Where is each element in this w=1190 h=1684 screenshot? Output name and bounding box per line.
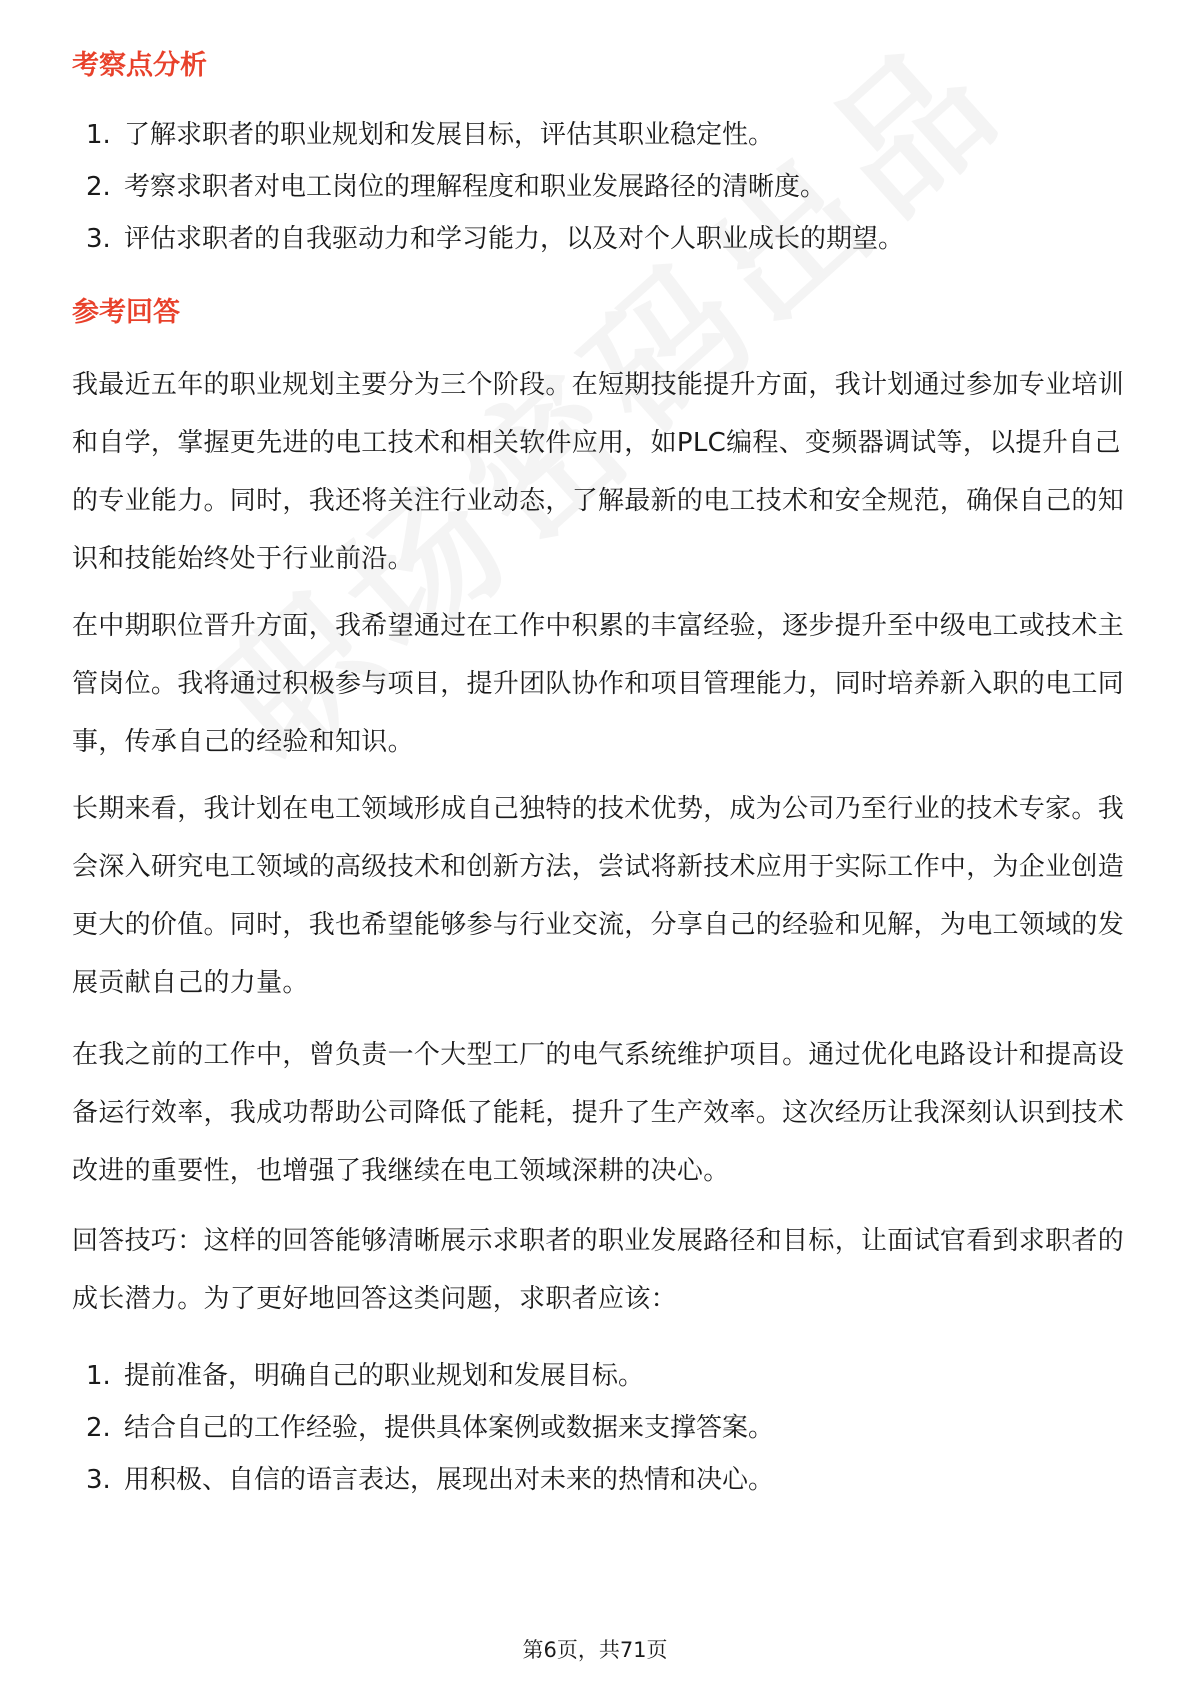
list-item [72, 117, 1122, 153]
list-item-text: 用积极、自信的语言表达，展现出对未来的热情和决心。 [124, 1465, 775, 1495]
tips-list [72, 1358, 1122, 1498]
list-item [72, 1462, 1122, 1498]
list-item [72, 1358, 1122, 1394]
list-item-number: 1. [86, 120, 111, 150]
list-item-text: 提前准备，明确自己的职业规划和发展目标。 [124, 1361, 645, 1391]
section-title-answer: 参考回答 [72, 297, 180, 328]
list-item-text: 考察求职者对电工岗位的理解程度和职业发展路径的清晰度。 [124, 172, 827, 202]
list-item [72, 169, 1122, 205]
answer-tips-paragraph: 回答技巧：这样的回答能够清晰展示求职者的职业发展路径和目标，让面试官看到求职者的成长潜力。为了更好地回答这类问题，求职者应该： [72, 1226, 1125, 1314]
analysis-list [72, 117, 1122, 257]
list-item [72, 1410, 1122, 1446]
answer-paragraph: 我最近五年的职业规划主要分为三个阶段。在短期技能提升方面，我计划通过参加专业培训和自学，掌握更先进的电工技术和相关软件应用，如PLC编程、变频器调试等，以提升自己的专业能力。同时，我还将关注行业动态，了解最新的电工技术和安全规范，确保自己的知识和技能始终处于行业前沿。 [72, 370, 1125, 574]
answer-paragraph: 在中期职位晋升方面，我希望通过在工作中积累的丰富经验，逐步提升至中级电工或技术主管岗位。我将通过积极参与项目，提升团队协作和项目管理能力，同时培养新入职的电工同事，传承自己的经验和知识。 [72, 611, 1125, 757]
answer-paragraph: 长期来看，我计划在电工领域形成自己独特的技术优势，成为公司乃至行业的技术专家。我会深入研究电工领域的高级技术和创新方法，尝试将新技术应用于实际工作中，为企业创造更大的价值。同时，我也希望能够参与行业交流，分享自己的经验和见解，为电工领域的发展贡献自己的力量。 [72, 794, 1125, 998]
list-item-number: 2. [86, 172, 111, 202]
section-title-analysis: 考察点分析 [72, 50, 207, 81]
list-item [72, 221, 1122, 257]
page-number: 第6页，共71页 [522, 1638, 668, 1662]
list-item-number: 3. [86, 1465, 111, 1495]
list-item-text: 评估求职者的自我驱动力和学习能力，以及对个人职业成长的期望。 [124, 224, 905, 254]
answer-paragraph: 在我之前的工作中，曾负责一个大型工厂的电气系统维护项目。通过优化电路设计和提高设备运行效率，我成功帮助公司降低了能耗，提升了生产效率。这次经历让我深刻认识到技术改进的重要性，也增强了我继续在电工领域深耕的决心。 [72, 1040, 1125, 1186]
list-item-text: 了解求职者的职业规划和发展目标，评估其职业稳定性。 [124, 120, 775, 150]
list-item-number: 3. [86, 224, 111, 254]
list-item-number: 2. [86, 1413, 111, 1443]
list-item-number: 1. [86, 1361, 111, 1391]
list-item-text: 结合自己的工作经验，提供具体案例或数据来支撑答案。 [124, 1413, 775, 1443]
